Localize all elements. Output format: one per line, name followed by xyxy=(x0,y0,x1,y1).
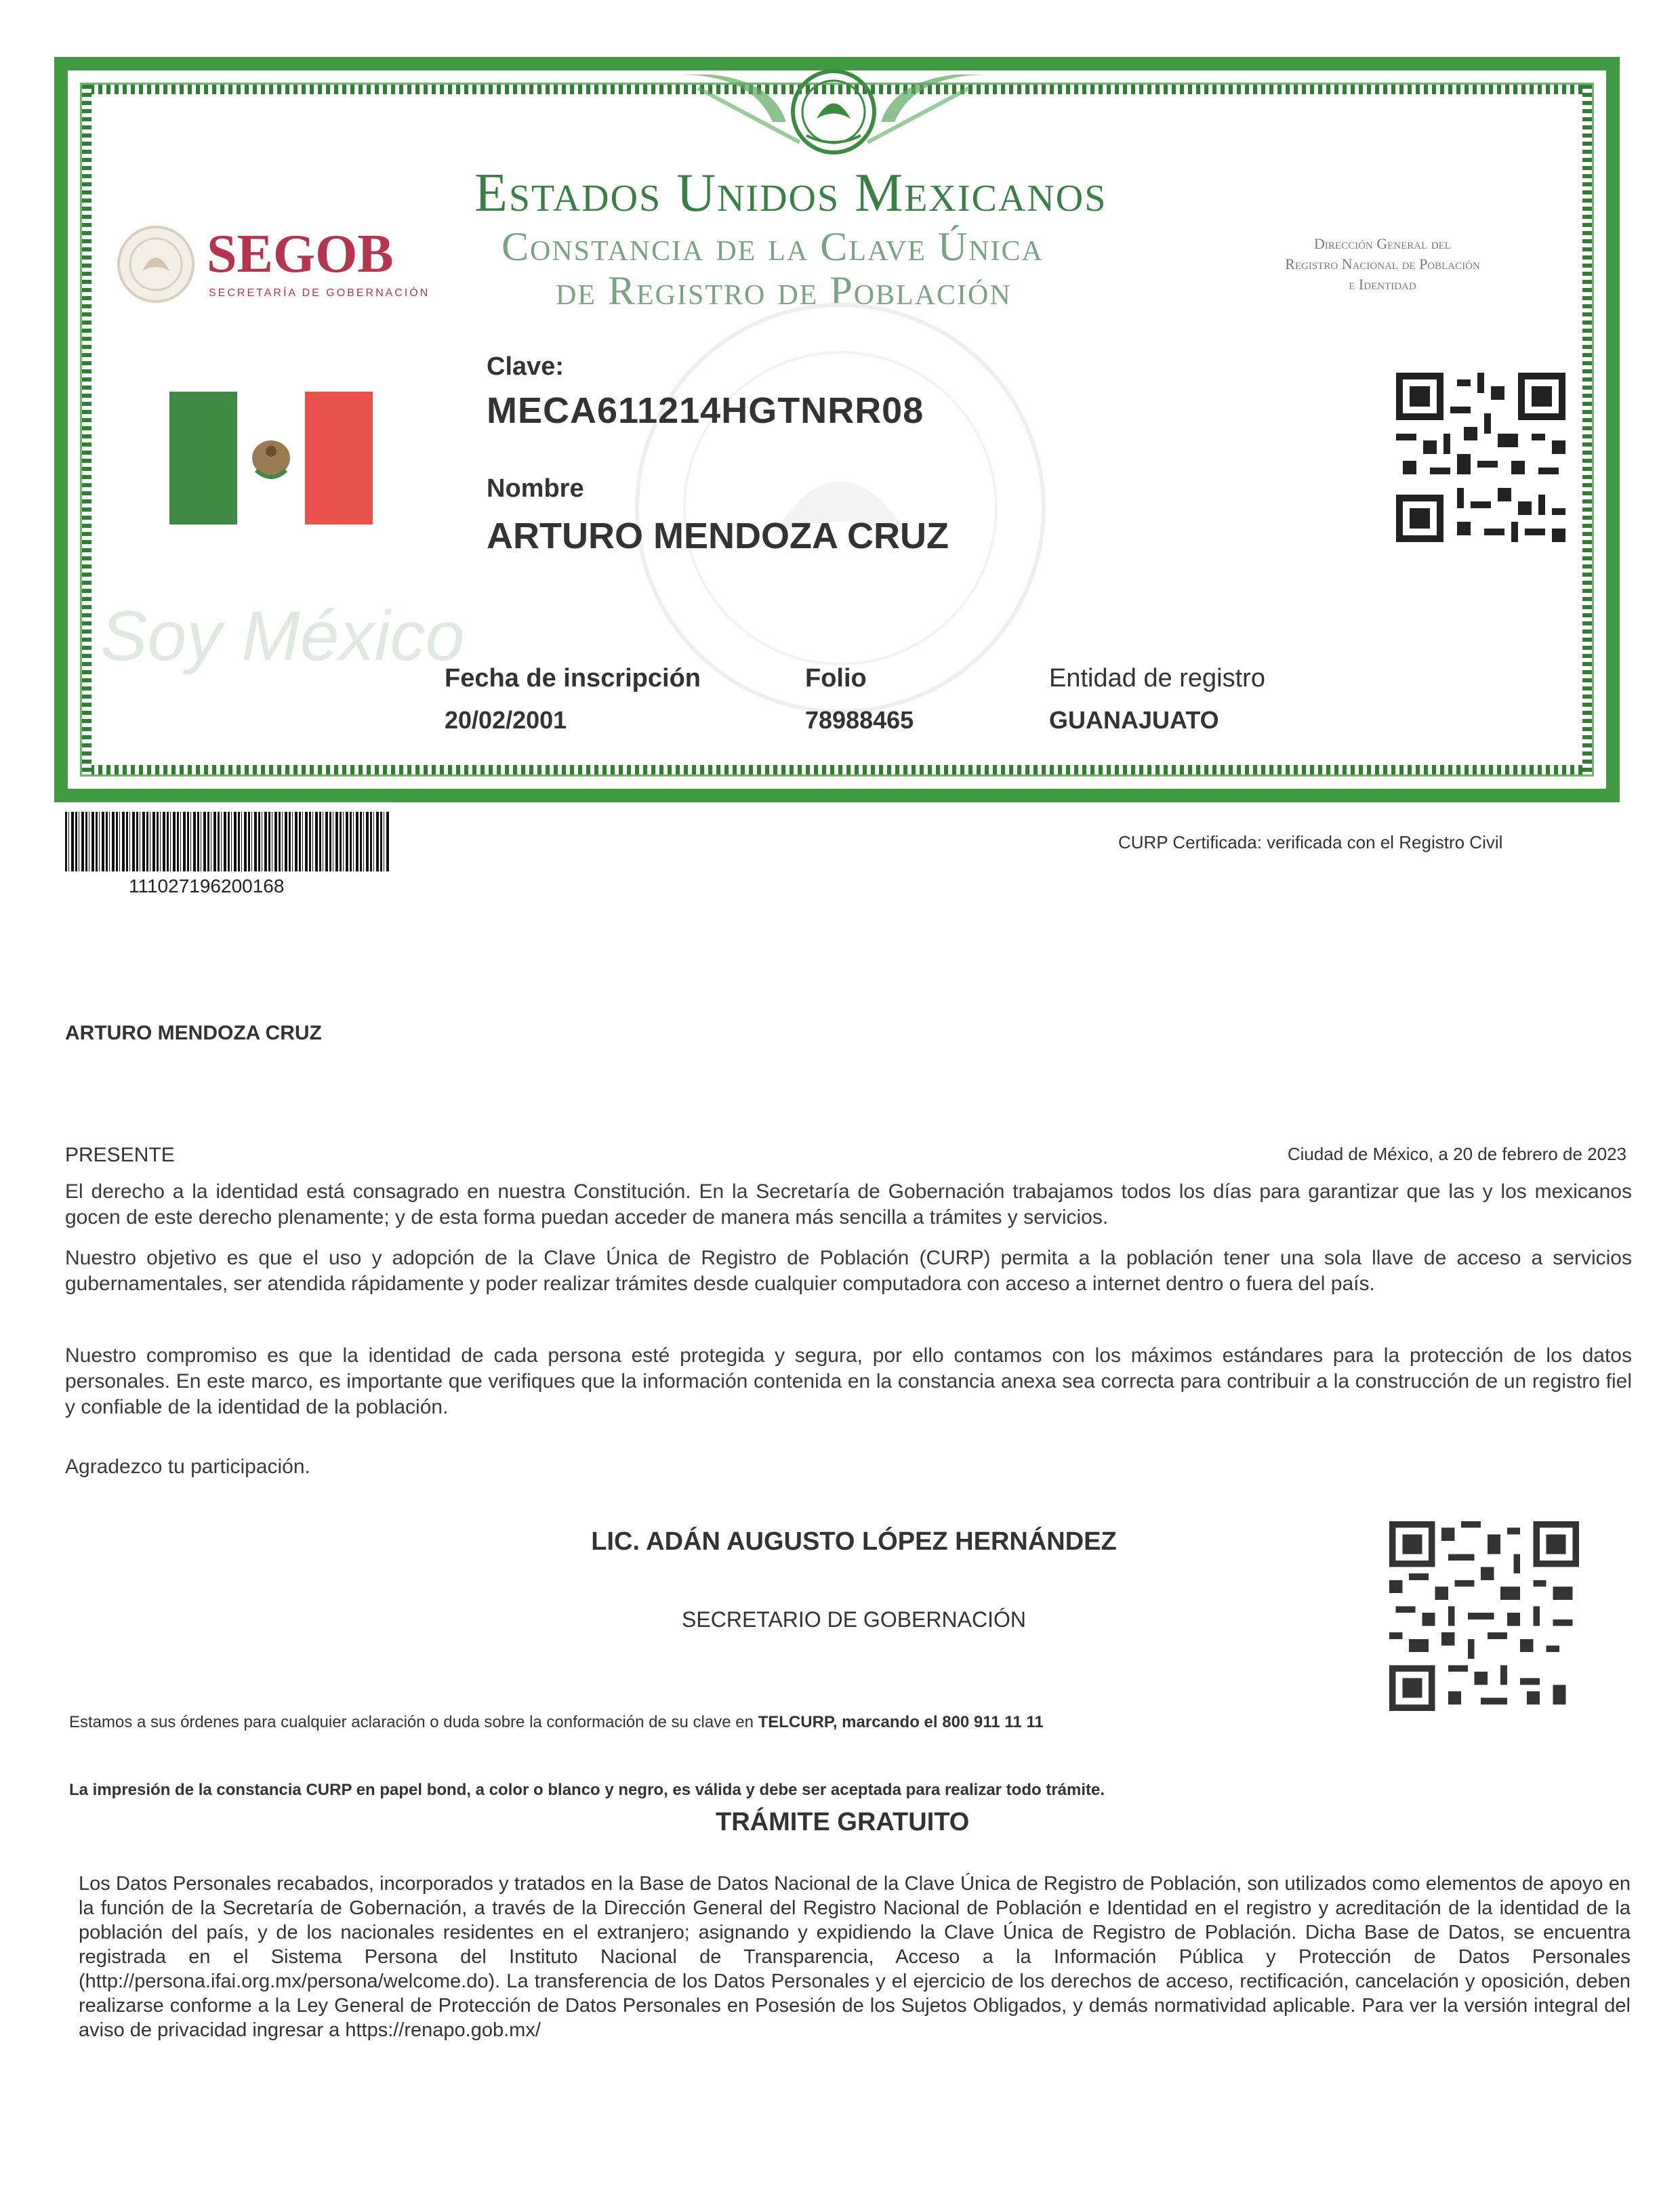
seal-watermark xyxy=(596,291,1084,725)
segob-logo: SEGOB xyxy=(207,224,394,284)
title-registro-poblacion: de Registro de Población xyxy=(556,268,1012,313)
signer-name: LIC. ADÁN AUGUSTO LÓPEZ HERNÁNDEZ xyxy=(591,1527,1117,1556)
bottom-pattern-border xyxy=(82,765,1592,775)
flag-eagle-icon xyxy=(243,431,300,485)
national-seal-ornament xyxy=(671,61,996,163)
clave-label: Clave: xyxy=(487,352,565,381)
soy-mexico-watermark: Soy México xyxy=(100,597,465,676)
flag-red-stripe xyxy=(305,392,373,524)
signer-title: SECRETARIO DE GOBERNACIÓN xyxy=(682,1607,1026,1632)
nombre-value: ARTURO MENDOZA CRUZ xyxy=(487,516,949,556)
flag-white-stripe xyxy=(237,392,305,524)
entidad-value: GUANAJUATO xyxy=(1049,706,1219,734)
right-pattern-border xyxy=(1582,85,1592,775)
paragraph-2: Nuestro objetivo es que el uso y adopción de la Clave Única de Registro de Población (CURP) permita a la población tener una sola llave de acceso a servicios gubernamentales, ser atendida rápidamente y poder realizar trámites desde cualquier computadora con acceso a internet dentro o fuera del país. xyxy=(65,1247,1632,1295)
title-constancia: Constancia de la Clave Única xyxy=(501,224,1044,269)
fecha-label: Fecha de inscripción xyxy=(445,664,701,693)
entidad-label: Entidad de registro xyxy=(1049,664,1265,693)
renapo-line-2: Registro Nacional de Población xyxy=(1285,255,1480,272)
qr-code-icon xyxy=(1396,373,1565,542)
barcode-number: 111027196200168 xyxy=(129,875,285,896)
certified-note: CURP Certificada: verificada con el Registro Civil xyxy=(1118,832,1503,852)
folio-value: 78988465 xyxy=(805,706,914,734)
thanks-line: Agradezco tu participación. xyxy=(65,1456,310,1478)
renapo-line-1: Dirección General del xyxy=(1314,235,1451,252)
clave-value: MECA611214HGTNRR08 xyxy=(487,390,924,431)
mexican-flag xyxy=(169,392,373,524)
segob-subtitle: SECRETARÍA DE GOBERNACIÓN xyxy=(209,287,430,299)
contact-line xyxy=(69,1713,1044,1732)
print-notice: La impresión de la constancia CURP en papel bond, a color o blanco y negro, es válida y debe ser aceptada para realizar todo trámite. xyxy=(69,1781,1105,1799)
presente-label: PRESENTE xyxy=(65,1144,175,1166)
flag-green-stripe xyxy=(169,392,237,524)
date-place: Ciudad de México, a 20 de febrero de 2023 xyxy=(1287,1144,1626,1164)
paragraph-3: Nuestro compromiso es que la identidad de cada persona esté protegida y segura, por ello contamos con los máximos estándares para la protección de los datos personales. En este marco, es importante que verifiques que la información contenida en la constancia anexa sea correcta para contribuir a la construcción de un registro fiel y confiable de la identidad de la población. xyxy=(65,1344,1632,1418)
paragraph-1: El derecho a la identidad está consagrado en nuestra Constitución. En la Secretaría de Gobernación trabajamos todos los días para garantizar que las y los mexicanos gocen de este derecho plenamente; y de esta forma puedan acceder de manera más sencilla a trámites y servicios. xyxy=(65,1180,1632,1229)
barcode-icon xyxy=(65,812,390,871)
privacy-notice: Los Datos Personales recabados, incorporados y tratados en la Base de Datos Nacional de la Clave Única de Registro de Población, son utilizados como elementos de apoyo en la función de la Secretaría de Gobernación, a través de la Dirección General del Registro Nacional de Población e Identidad en el registro y acreditación de la identidad de la población del país, y de los nacionales residentes en el extranjero; asignando y expidiendo la Clave Única de Registro de Población. Dicha Base de Datos, se encuentra registrada en el Sistema Persona del Instituto Nacional de Transparencia, Acceso a la Información Pública y Protección de Datos Personales (http://persona.ifai.org.mx/persona/welcome.do). La transferencia de los Datos Personales y el ejercicio de los derechos de acceso, rectificación, cancelación y oposición, deben realizarse conforme a la Ley General de Protección de Datos Personales en Posesión de los Sujetos Obligados, y demás normatividad aplicable. Para ver la versión integral del aviso de privacidad ingresar a https://renapo.gob.mx/ xyxy=(79,1873,1631,2041)
signature-qr-code-icon xyxy=(1389,1521,1579,1711)
left-pattern-border xyxy=(82,85,91,775)
renapo-label xyxy=(1213,234,1552,295)
recipient-name: ARTURO MENDOZA CRUZ xyxy=(65,1022,322,1044)
contact-prefix: Estamos a sus órdenes para cualquier aclaración o duda sobre la conformación de su clave en xyxy=(69,1713,758,1731)
folio-label: Folio xyxy=(805,664,867,693)
free-notice: TRÁMITE GRATUITO xyxy=(716,1808,970,1836)
renapo-line-3: e Identidad xyxy=(1349,276,1416,293)
fecha-value: 20/02/2001 xyxy=(445,706,567,734)
title-estados-unidos-mexicanos: Estados Unidos Mexicanos xyxy=(474,163,1107,223)
telcurp-number: TELCURP, marcando el 800 911 11 11 xyxy=(758,1713,1044,1731)
segob-seal-icon xyxy=(115,224,197,305)
nombre-label: Nombre xyxy=(487,474,584,503)
